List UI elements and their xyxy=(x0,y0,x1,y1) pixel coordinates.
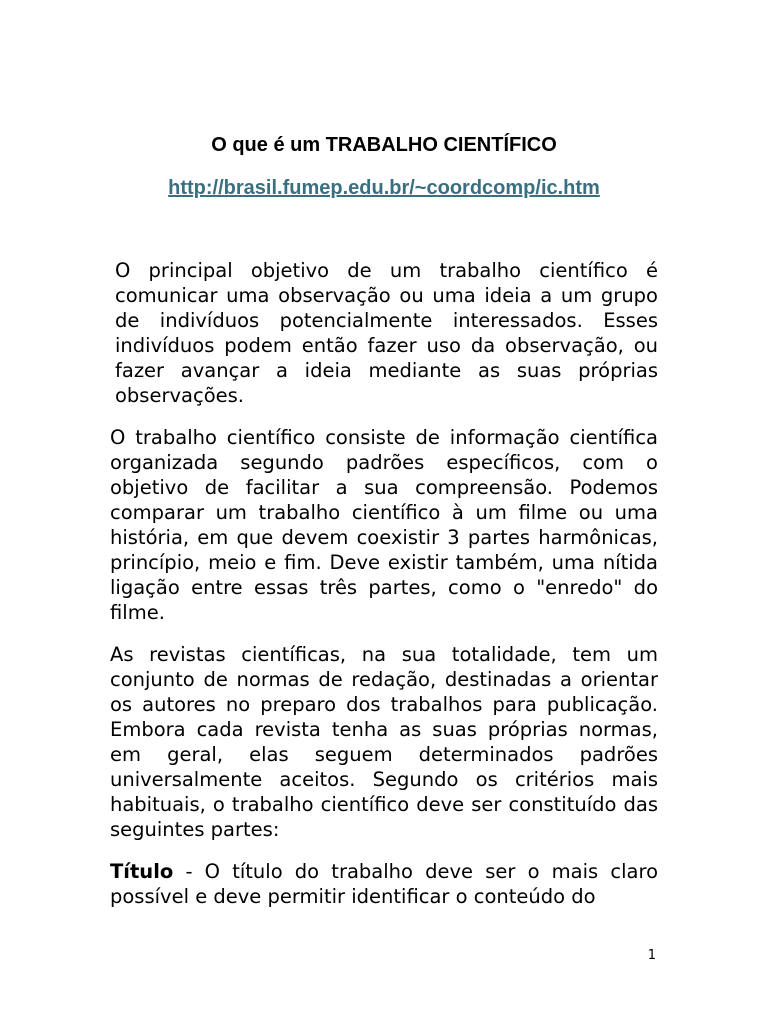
document-title: O que é um TRABALHO CIENTÍFICO xyxy=(211,134,557,156)
paragraph-titulo xyxy=(110,859,658,909)
page-number: 1 xyxy=(647,948,656,963)
titulo-text: - O título do trabalho deve ser o mais claro possível e deve permitir identificar o conteúdo do xyxy=(110,860,658,908)
paragraph-definition: O trabalho científico consiste de informação científica organizada segundo padrões específicos, com o objetivo de facilitar a sua compreensão. Podemos comparar um trabalho científico à um filme ou uma história, em que devem coexistir 3 partes harmônicas, princípio, meio e fim. Deve existir também, uma nítida ligação entre essas três partes, como o "enredo" do filme. xyxy=(110,426,658,624)
paragraph-norms: As revistas científicas, na sua totalidade, tem um conjunto de normas de redação, destinadas a orientar os autores no preparo dos trabalhos para publicação. Embora cada revista tenha as suas próprias normas, em geral, elas seguem determinados padrões universalmente aceitos. Segundo os critérios mais habituais, o trabalho científico deve ser constituído das seguintes partes: xyxy=(110,643,658,841)
titulo-label: Título xyxy=(110,860,174,883)
source-link[interactable]: http://brasil.fumep.edu.br/~coordcomp/ic.htm xyxy=(168,177,600,199)
source-link-line xyxy=(0,175,768,201)
document-body xyxy=(110,258,658,926)
paragraph-objective: O principal objetivo de um trabalho científico é comunicar uma observação ou uma ideia a um grupo de indivíduos potencialmente interessados. Esses indivíduos podem então fazer uso da observação, ou fazer avançar a ideia mediante as suas próprias observações. xyxy=(115,259,658,407)
